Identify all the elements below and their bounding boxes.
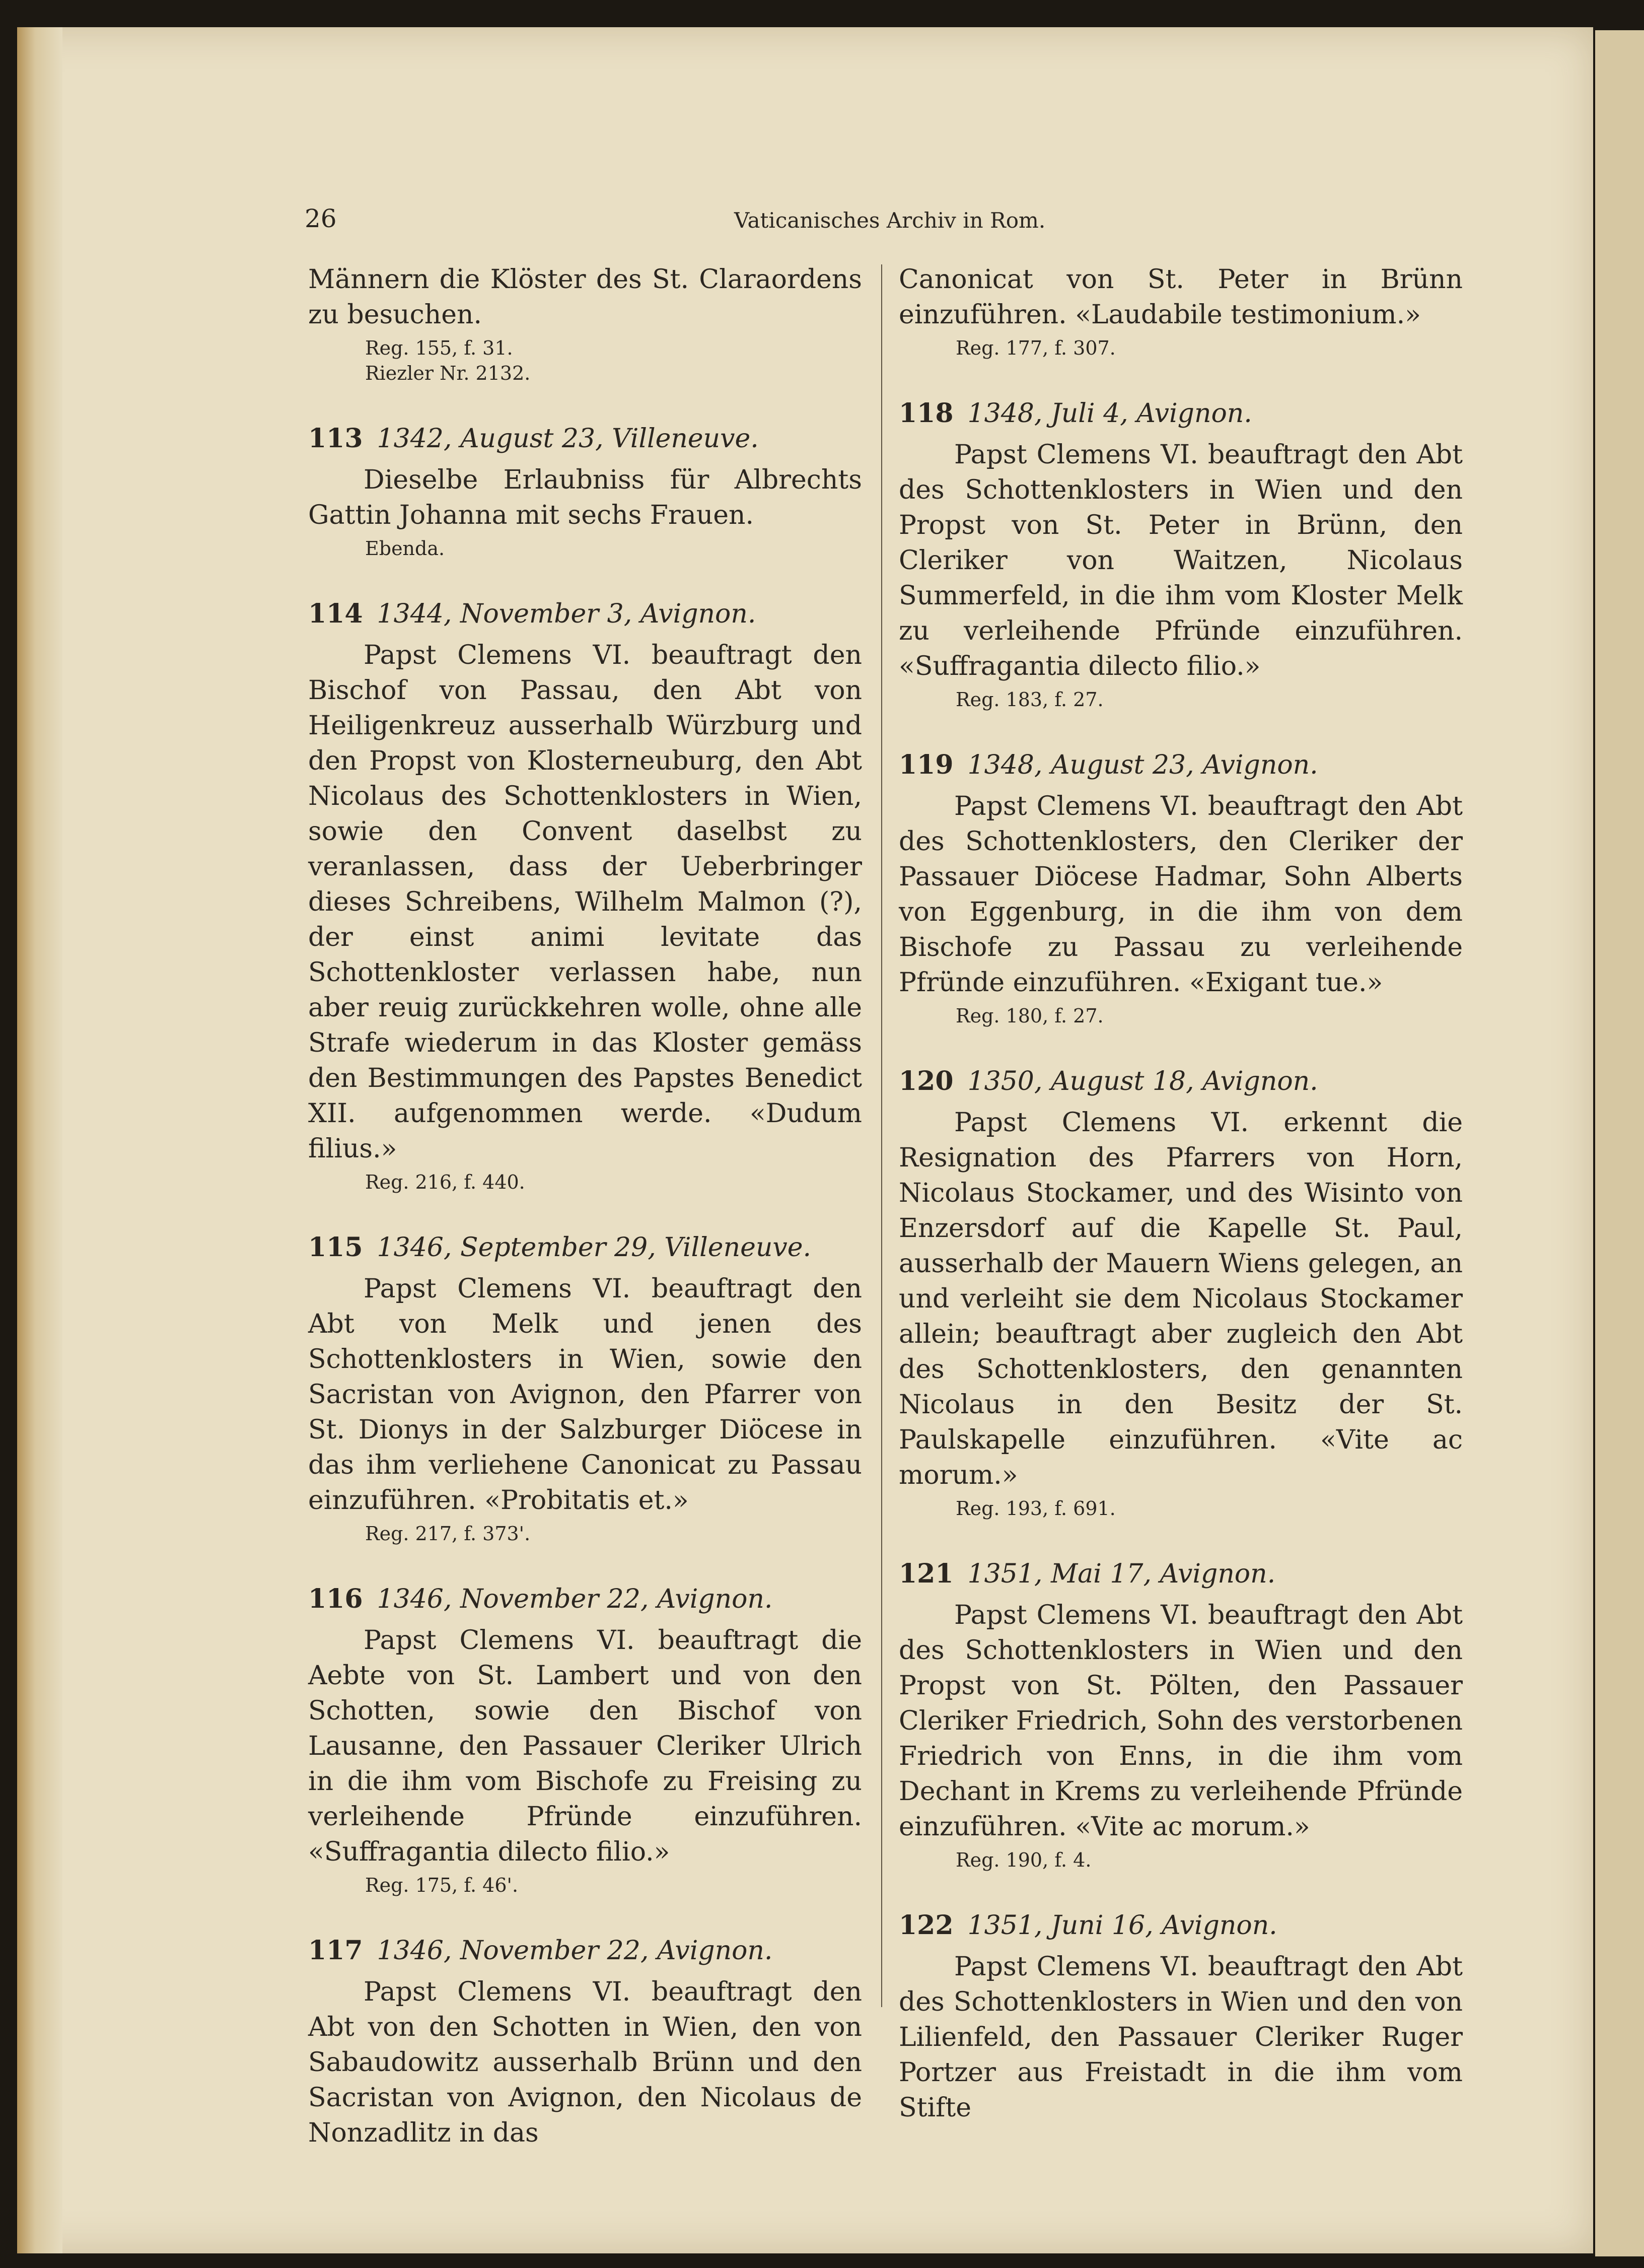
continuation-text: Canonicat von St. Peter in Brünn einzuführen. «Laudabile testimonium.»	[899, 264, 1463, 330]
entry-117	[308, 1933, 862, 2151]
reference: Reg. 190, f. 4.	[956, 1849, 1092, 1871]
entry-number: 115	[308, 1232, 363, 1263]
entry-heading	[308, 1933, 862, 1968]
entry-date: 1350, August 18, Avignon.	[967, 1066, 1318, 1096]
entry-text: Papst Clemens VI. beauftragt den Abt des Schottenklosters, den Cleriker der Passauer Diöcese Hadmar, Sohn Alberts von Eggenburg, in die ihm von dem Bischofe zu Passau zu verleihende Pfründe einzuführen. «Exigant tue.»	[899, 791, 1463, 998]
entry-heading	[899, 396, 1463, 431]
page-edge-right	[1595, 30, 1644, 2256]
entry-date: 1342, August 23, Villeneuve.	[377, 424, 759, 454]
entry-text: Papst Clemens VI. beauftragt die Aebte von St. Lambert und von den Schotten, sowie den Bischof von Lausanne, den Passauer Cleriker Ulrich in die ihm vom Bischofe zu Freising zu verleihende Pfründe einzuführen. «Suffragantia dilecto filio.»	[308, 1625, 862, 1867]
reference: Reg. 155, f. 31.	[365, 337, 513, 359]
entry-date: 1351, Juni 16, Avignon.	[967, 1910, 1277, 1941]
reference: Reg. 217, f. 373'.	[365, 1523, 531, 1545]
running-title: Vaticanisches Archiv in Rom.	[734, 208, 1046, 233]
entry-120	[899, 1064, 1463, 1521]
entry-text: Papst Clemens VI. beauftragt den Abt des Schottenklosters in Wien und den von Lilienfeld, den Passauer Cleriker Ruger Portzer aus Freistadt in die ihm vom Stifte	[899, 1952, 1463, 2123]
entry-119	[899, 747, 1463, 1028]
continuation-text: Männern die Klöster des St. Claraordens zu besuchen.	[308, 264, 862, 330]
entry-118	[899, 396, 1463, 712]
entry-text: Papst Clemens VI. beauftragt den Abt von den Schotten in Wien, den von Sabaudowitz ausserhalb Brünn und den Sacristan von Avignon, den Nicolaus de Nonzadlitz in das	[308, 1977, 862, 2148]
entry-date: 1351, Mai 17, Avignon.	[967, 1559, 1276, 1589]
entry-heading	[899, 1908, 1463, 1943]
entry-date: 1346, November 22, Avignon.	[377, 1936, 773, 1966]
entry-heading	[899, 1064, 1463, 1099]
entry-date: 1348, Juli 4, Avignon.	[967, 398, 1252, 429]
entry-121	[899, 1556, 1463, 1873]
entry-number: 113	[308, 423, 363, 454]
entry-heading	[308, 596, 862, 632]
entry-text: Papst Clemens VI. beauftragt den Bischof von Passau, den Abt von Heiligenkreuz ausserhalb Würzburg und den Propst von Klosterneuburg, den Abt Nicolaus des Schottenklosters in Wien, sowie den Convent daselbst zu veranlassen, dass der Ueberbringer dieses Schreibens, Wilhelm Malmon (?), der einst animi levitate das Schottenkloster verlassen habe, nun aber reuig zurückkehren wolle, ohne alle Strafe wiederum in das Kloster gemäss den Bestimmungen des Papstes Benedict XII. aufgenommen werde. «Dudum filius.»	[308, 640, 862, 1164]
entry-text: Papst Clemens VI. beauftragt den Abt des Schottenklosters in Wien und den Propst von St. Pölten, den Passauer Cleriker Friedrich, Sohn des verstorbenen Friedrich von Enns, in die ihm vom Dechant in Krems zu verleihende Pfründe einzuführen. «Vite ac morum.»	[899, 1600, 1463, 1842]
entry-113	[308, 421, 862, 561]
entry-115	[308, 1230, 862, 1546]
entry-number: 116	[308, 1584, 363, 1614]
entry-number: 114	[308, 598, 363, 629]
reference: Ebenda.	[365, 537, 445, 560]
entry-116	[308, 1582, 862, 1898]
right-column	[899, 262, 1463, 2125]
reference: Reg. 177, f. 307.	[956, 337, 1116, 359]
entry-number: 118	[899, 398, 954, 429]
entry-text: Dieselbe Erlaubniss für Albrechts Gattin Johanna mit sechs Frauen.	[308, 465, 862, 530]
entry-date: 1346, November 22, Avignon.	[377, 1584, 773, 1614]
entry-text: Papst Clemens VI. erkennt die Resignation des Pfarrers von Horn, Nicolaus Stockamer, und des Wisinto von Enzersdorf auf die Kapelle St. Paul, ausserhalb der Mauern Wiens gelegen, an und verleiht sie dem Nicolaus Stockamer allein; beauftragt aber zugleich den Abt des Schottenklosters, den genannten Nicolaus in den Besitz der St. Paulskapelle einzuführen. «Vite ac morum.»	[899, 1108, 1463, 1490]
entry-heading	[308, 1230, 862, 1265]
entry-114	[308, 596, 862, 1195]
entry-number: 117	[308, 1935, 363, 1966]
reference: Reg. 193, f. 691.	[956, 1497, 1116, 1520]
column-divider	[881, 264, 882, 2007]
entry-heading	[308, 421, 862, 456]
reference: Riezler Nr. 2132.	[365, 362, 531, 384]
entry-date: 1348, August 23, Avignon.	[967, 750, 1318, 780]
entry-heading	[899, 1556, 1463, 1592]
reference: Reg. 183, f. 27.	[956, 689, 1104, 711]
page-number: 26	[305, 204, 337, 233]
entry-number: 119	[899, 749, 954, 780]
entry-122	[899, 1908, 1463, 2125]
reference: Reg. 175, f. 46'.	[365, 1874, 519, 1896]
left-column	[308, 262, 862, 2151]
entry-date: 1344, November 3, Avignon.	[377, 599, 756, 629]
entry-text: Papst Clemens VI. beauftragt den Abt von Melk und jenen des Schottenklosters in Wien, sowie den Sacristan von Avignon, den Pfarrer von St. Dionys in der Salzburger Diöcese in das ihm verliehene Canonicat zu Passau einzuführen. «Probitatis et.»	[308, 1274, 862, 1516]
entry-heading	[899, 747, 1463, 783]
entry-number: 122	[899, 1910, 954, 1941]
entry-text: Papst Clemens VI. beauftragt den Abt des Schottenklosters in Wien und den Propst von St. Peter in Brünn, den Cleriker von Waitzen, Nicolaus Summerfeld, in die ihm vom Kloster Melk zu verleihende Pfründe einzuführen. «Suffragantia dilecto filio.»	[899, 440, 1463, 681]
reference: Reg. 216, f. 440.	[365, 1171, 525, 1193]
page-edge-left	[17, 27, 62, 2253]
entry-number: 120	[899, 1066, 954, 1096]
entry-heading	[308, 1582, 862, 1617]
entry-number: 121	[899, 1558, 954, 1589]
reference: Reg. 180, f. 27.	[956, 1005, 1104, 1027]
entry-date: 1346, September 29, Villeneuve.	[377, 1232, 812, 1263]
